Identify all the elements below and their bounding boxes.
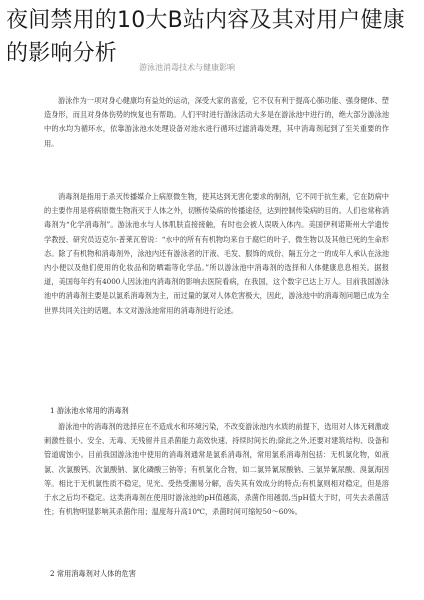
- document-header: 游泳池消毒技术与健康影响: [139, 63, 235, 72]
- paragraph-intro: 游泳作为一项对身心健康均有益处的运动，深受大家的喜爱，它不仅有利于提高心肺功能、强身健体、塑造身形，而且对身体伤势的恢复也有帮助。人们平时进行游泳活动大多是在游泳池中进行的，绝大部分游泳池中的水均为循环水，依靠游泳池水处理设备对池水进行循环过滤消毒处理，其中消毒剂起到了至关重要的作用。: [44, 96, 390, 148]
- document-scan: [44, 62, 389, 587]
- page-title: 夜间禁用的10大B站内容及其对用户健康的影响分析: [6, 8, 405, 66]
- section-heading-2: 2 常用消毒剂对人体的危害: [50, 569, 136, 578]
- paragraph-common-disinfectants: 游泳池中的消毒剂的选择应在不造成水和环境污染，不改变游泳池内水质的前提下，选用对人体无刺激或刺激性很小、安全、无毒、无残留并且杀菌能力高效快速、持续时间长的;除此之外,还要对建筑结构、设备和管道腐蚀小。目前我国游泳池中使用的消毒剂通常是氯系消毒剂，常用氯系消毒剂包括：无机氯化物，如液氯、次氯酸钙、次氯酸钠、氯化磷酸三钠等；有机氯化合物，如二氯异氰尿酸钠、三氯异氰尿酸、溴氯海因等。相比于无机氯性质不稳定，见光、受热受潮易分解，齿失其有效成分的特点;有机氯则相对稳定，但是溶于水之后均不稳定。这类消毒剂在使用时游泳池的pH值越高，杀菌作用越弱,当pH值大于时，可失去杀菌活性；有机物明显影响其杀菌作用；温度每升高10℃，杀菌时间可缩短50～60%。: [44, 422, 389, 517]
- paragraph-disinfectant: 消毒剂是指用于杀灭传播媒介上病原微生物，使其达到无害化要求的制剂，它不同于抗生素，它在防病中的主要作用是将病原微生物消灭于人体之外，切断传染病的传播途径，达到控制传染病的目的。人们也常称消毒剂为“化学消毒剂”。游泳池水与人体肌肤直接接触，有时也会被人误吸入体内。美国伊利诺斯州大学遗传学教授、研究员迈克尔·普莱瓦曾说：“水中的所有有机物均来自于腐烂的叶子、微生物以及其他已死的生命形态。除了有机物和消毒剂外，泳池内还有游泳者的汗液、毛发、服饰的成份、隔五分之一的成年人承认在泳池内小便以及他们使用的化妆品和防晒霜等化学品。”所以游泳池中消毒剂的选择和人体健康息息相关。据报道，美国每年约有4000人因泳池内消毒剂的影响去医院看病，在我国，这个数字已达上万人。目前我国游泳池中的消毒剂主要是以氯系消毒剂为主，而过量的氯对人体危害极大，因此，游泳池中的消毒剂问题已成为全世界共同关注的话题。本文对游泳池常用的消毒剂进行论述。: [44, 192, 390, 315]
- section-heading-1: 1 游泳池水常用的消毒剂: [50, 406, 129, 415]
